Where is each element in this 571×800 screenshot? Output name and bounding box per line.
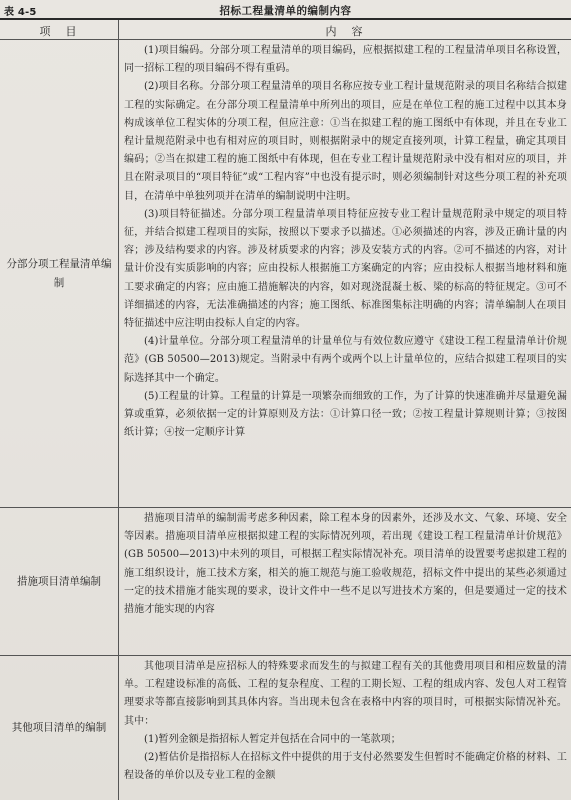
row-content bbox=[124, 42, 567, 442]
header-item: 项 目 bbox=[39, 25, 79, 38]
table-caption bbox=[0, 0, 571, 18]
table-row bbox=[0, 508, 571, 656]
row-content bbox=[124, 510, 567, 619]
row-label: 措施项目清单编制 bbox=[17, 575, 101, 587]
content-table bbox=[0, 18, 571, 800]
content-paragraph: (2)项目名称。分部分项工程量清单的项目名称应按专业工程计量规范附录的项目名称结合拟建工程的实际确定。在分部分项工程量清单中所列出的项目，应是在单位工程的施工过程中以其本身构成该单位工程实体的分项工程，但应注意：①当在拟建工程的施工图纸中有体现，并且在专业工程计量规范附录中也有相对应的项目时，则根据附录中的规定直接列项，计算工程量，确定其项目编码；②当在拟建工程的施工图纸中有体现，但在专业工程计量规范附录中没有相对应的项目，并且在附录项目的“项目特征”或“工程内容”中也没有提示时，则必须编制针对这些分项工程的补充项目，在清单中单独列项并在清单的编制说明中注明。 bbox=[124, 81, 567, 202]
table-row bbox=[0, 40, 571, 508]
table-row bbox=[0, 656, 571, 800]
row-label: 分部分项工程量清单编制 bbox=[6, 257, 112, 289]
content-paragraph: (1)项目编码。分部分项工程量清单的项目编码，应根据拟建工程的工程量清单项目名称设置，同一招标工程的项目编码不得有重码。 bbox=[124, 45, 567, 75]
content-paragraph: (2)暂估价是指招标人在招标文件中提供的用于支付必然要发生但暂时不能确定价格的材料、工程设备的单价以及专业工程的金额 bbox=[124, 752, 567, 782]
content-paragraph: 措施项目清单的编制需考虑多种因素，除工程本身的因素外，还涉及水文、气象、环境、安全等因素。措施项目清单应根据拟建工程的实际情况列项，若出现《建设工程工程量清单计价规范》(GB 50500—2013)中未列的项目，可根据工程实际情况补充。项目清单的设置要考虑拟建工程的施工组织设计，施工技术方案，相关的施工规范与施工验收规范，招标文件中提出的某些必须通过一定的技术措施才能实现的要求，设计文件中一些不足以写进技术方案的，但是要通过一定的技术措施才能实现的内容 bbox=[124, 513, 567, 616]
header-content: 内 容 bbox=[325, 25, 365, 38]
row-content bbox=[124, 658, 567, 785]
content-paragraph: (1)暂列金额是指招标人暂定并包括在合同中的一笔款项； bbox=[144, 733, 401, 745]
table-title: 招标工程量清单的编制内容 bbox=[219, 5, 352, 17]
content-paragraph: (4)计量单位。分部分项工程量清单的计量单位与有效位数应遵守《建设工程工程量清单计价规范》(GB 50500—2013)规定。当附录中有两个或两个以上计量单位的，应结合拟建工程项目的实际选择其中一个确定。 bbox=[124, 336, 567, 384]
content-paragraph: (5)工程量的计算。工程量的计算是一项繁杂而细致的工作，为了计算的快速准确并尽量避免漏算或重算，必须依据一定的计算原则及方法：①计算口径一致；②按工程量计算规则计算；③按图纸计算；④按一定顺序计算 bbox=[124, 390, 567, 439]
content-paragraph: (3)项目特征描述。分部分项工程量清单项目特征应按专业工程计量规范附录中规定的项目特征，并结合拟建工程项目的实际，按照以下要求予以描述。①必须描述的内容，涉及正确计量的内容；涉及结构要求的内容。涉及材质要求的内容；涉及安装方式的内容。②可不描述的内容，对计量计价没有实质影响的内容；应由投标人根据施工方案确定的内容；应由投标人根据当地材料和施工要求确定的内容；应由施工措施解决的内容，如对现浇混凝土板、梁的标高的特征规定。③可不详细描述的内容，无法准确描述的内容；施工图纸、标准图集标注明确的内容；清单编制人在项目特征描述中应注明由投标人自定的内容。 bbox=[124, 208, 567, 330]
row-label: 其他项目清单的编制 bbox=[11, 721, 107, 734]
table-number: 表 4-5 bbox=[4, 7, 37, 18]
table-header-row bbox=[0, 20, 571, 40]
content-paragraph: 其他项目清单是应招标人的特殊要求而发生的与拟建工程有关的其他费用项目和相应数量的清单。工程建设标准的高低、工程的复杂程度、工程的工期长短、工程的组成内容、发包人对工程管理要求等都直接影响到其具体内容。当出现未包含在表格中内容的项目时，可根据实际情况补充。其中： bbox=[124, 661, 567, 727]
